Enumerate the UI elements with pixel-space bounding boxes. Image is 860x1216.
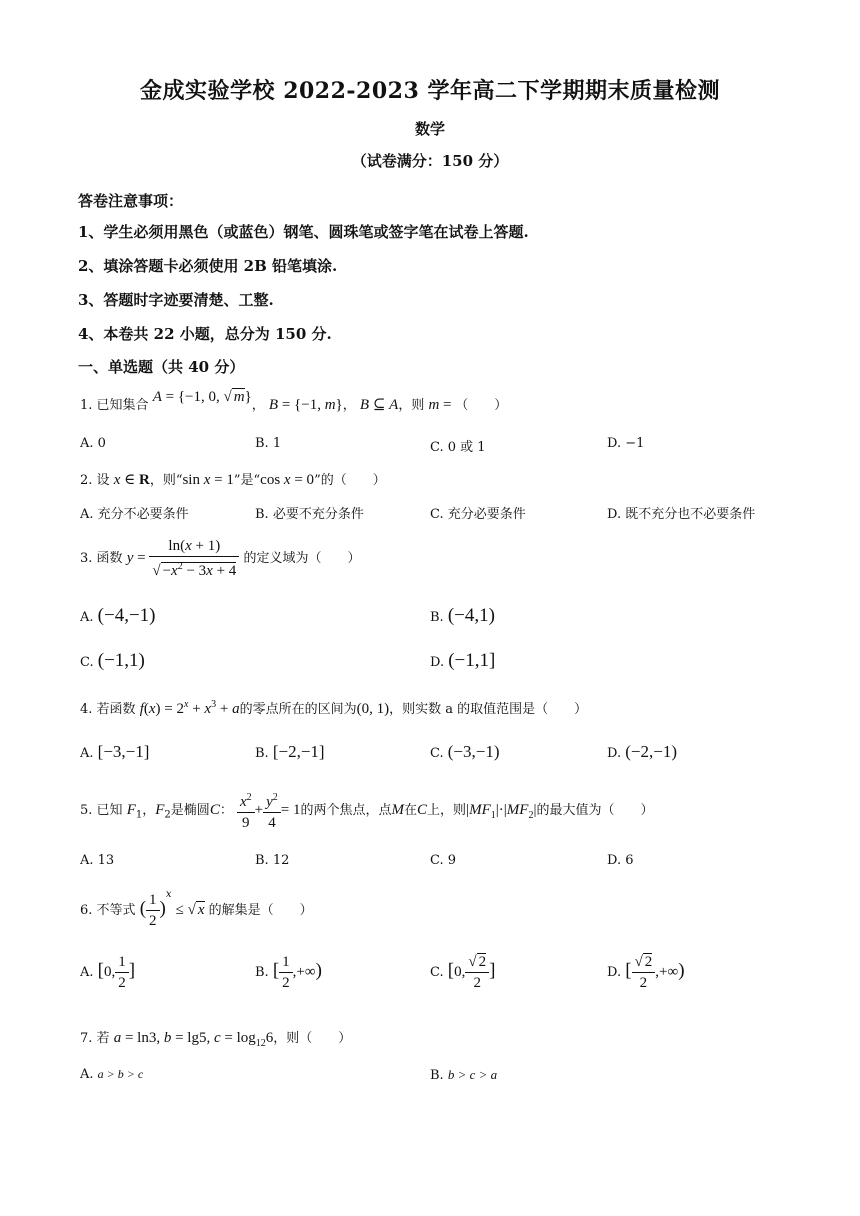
notes-heading: 答卷注意事项： xyxy=(78,192,184,210)
option-c: C. 0 或 1 xyxy=(430,440,486,455)
question-2: 2. 设 x ∈ R，则“sin x = 1”是“cos x = 0”的（ ） xyxy=(80,472,386,488)
option-d: D. −1 xyxy=(607,436,645,451)
option-a: A. [−3,−1] xyxy=(80,742,150,761)
option-d: D. 既不充分也不必要条件 xyxy=(607,507,756,522)
page-title: 金成实验学校 2022-2023 学年高二下学期期末质量检测 xyxy=(140,78,720,104)
option-a: A. 充分不必要条件 xyxy=(80,507,189,522)
option-b: B. [−2,−1] xyxy=(255,742,325,761)
question-3: 3. 函数 y = $\frac{\ln(x + 1)}{√ -x^2 - 3x + 4}$ 的定义域为（ ） xyxy=(80,538,361,579)
option-c: C. (−1,1) xyxy=(80,650,145,671)
subject-label: 数学 xyxy=(414,120,445,138)
note-item: 3、答题时字迹要清楚、工整. xyxy=(78,291,274,309)
option-a: A. 13 xyxy=(80,853,115,868)
question-1: 1. 已知集合 A = {−1, 0, √ m}， B = {−1, m}， B ⊆ A，则 m = （ ） xyxy=(80,389,508,413)
question-6: 6. 不等式 ( $\frac{1}{2}$ )$^x$ ≤ √ x 的解集是（ ） xyxy=(80,888,313,929)
option-d: D. (−2,−1) xyxy=(607,742,677,761)
option-a: A. (−4,−1) xyxy=(80,605,156,626)
option-b: B. 1 xyxy=(255,436,282,451)
option-d: D. (−1,1] xyxy=(430,650,496,671)
option-c: C. 9 xyxy=(430,853,457,868)
option-c: C. [0, $\frac{√ 2}{2}$ ] xyxy=(430,954,496,991)
option-c: C. 充分必要条件 xyxy=(430,507,526,522)
option-b: B. 12 xyxy=(255,853,290,868)
option-b: B. [ $\frac{1}{2}$ ,+∞) xyxy=(255,954,322,991)
question-7: 7. 若 a = ln3, b = lg5, $c = \log_{12}6$，则（ ） xyxy=(80,1030,352,1049)
score-note: （试卷满分：150 分） xyxy=(351,152,509,170)
option-d: D. [ $\frac{√ 2}{2}$ ,+∞) xyxy=(607,954,685,991)
option-d: D. 6 xyxy=(607,853,634,868)
section-title: 一、单选题（共 40 分） xyxy=(78,358,245,376)
option-b: B. 必要不充分条件 xyxy=(255,507,364,522)
note-item: 1、学生必须用黑色（或蓝色）钢笔、圆珠笔或签字笔在试卷上答题. xyxy=(78,223,529,241)
option-b: B. (−4,1) xyxy=(430,605,495,626)
note-item: 4、本卷共 22 小题，总分为 150 分. xyxy=(78,325,332,343)
option-a: A. [0, $\frac{1}{2}$ ] xyxy=(80,954,136,991)
option-c: C. (−3,−1) xyxy=(430,742,500,761)
option-a: A. a > b > c xyxy=(80,1067,144,1082)
question-4: 4. 若函数 $f(x) = 2^x + x^3 + a$的零点所在的区间为(0, 1)，则实数 a 的取值范围是（ ） xyxy=(80,699,588,717)
question-5: 5. 已知 $F_1$，$F_2$是椭圆C： $\frac{x^2}{9}$ + $\frac{y^2}{4}$ = 1的两个焦点，点M在C上，则$|MF_1|\cdot|MF_2|$的最大值为（ ） xyxy=(80,788,653,833)
option-b: B. b > c > a xyxy=(430,1067,498,1083)
option-a: A. 0 xyxy=(80,436,106,451)
note-item: 2、填涂答题卡必须使用 2B 铅笔填涂. xyxy=(78,257,338,275)
